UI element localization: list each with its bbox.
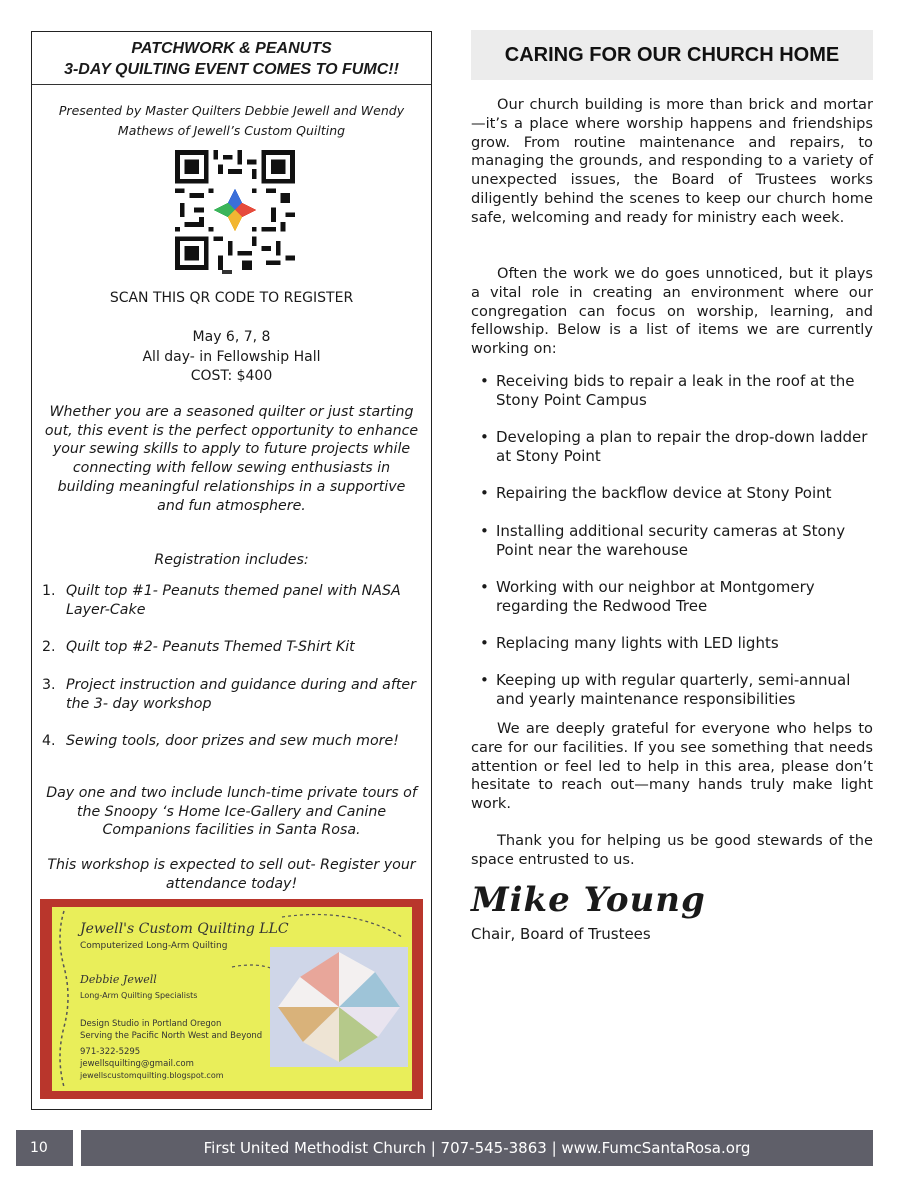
intro-paragraph: Our church building is more than brick and mortar—it’s a place where worship happens and friendships grow. From routine maintenance and repairs, to managing the grounds, and responding to a variety of unexpected issues, the Board of Trustees works diligently behind the scenes to keep our church home safe, welcoming and ready for ministry each week. xyxy=(471,96,873,226)
section-heading: CARING FOR OUR CHURCH HOME xyxy=(471,30,873,80)
work-paragraph: Often the work we do goes unnoticed, but it plays a vital role in creating an environment where our congregation can focus on worship, learning, and fellowship. Below is a list of items we are currently working on: xyxy=(471,265,873,358)
list-item: • Repairing the backflow device at Stony Point xyxy=(480,484,832,502)
presenters-text: Presented by Master Quilters Debbie Jewell and Wendy Mathews of Jewell’s Custom Quilting xyxy=(58,103,405,138)
event-location: All day- in Fellowship Hall xyxy=(142,348,321,365)
gratitude-paragraph: We are deeply grateful for everyone who helps to care for our facilities. If you see something that needs attention or feel led to help in this area, please don’t hesitate to reach out—many hands truly make light work. xyxy=(471,720,873,813)
list-item: • Installing additional security cameras at Stony Point near the warehouse xyxy=(480,522,846,559)
list-item: • Developing a plan to repair the drop-down ladder at Stony Point xyxy=(480,428,868,465)
event-description: Whether you are a seasoned quilter or just starting out, this event is the perfect opportunity to enhance your sewing skills to apply to future projects while connecting with fellow sewing enthusiasts in building meaningful relationships in a supportive and fun atmosphere. xyxy=(44,404,419,514)
event-cost: COST: $400 xyxy=(190,368,273,384)
closing-paragraph: Thank you for helping us be good stewards of the space entrusted to us. xyxy=(471,832,873,868)
card-serving: Serving the Pacific North West and Beyond xyxy=(80,1031,263,1041)
footer-contact: First United Methodist Church | 707-545-3863 | www.FumcSantaRosa.org xyxy=(81,1130,873,1166)
event-flyer-box xyxy=(31,31,432,1110)
card-blog: jewellscustomquilting.blogspot.com xyxy=(80,1071,224,1080)
list-item: • Working with our neighbor at Montgomery regarding the Redwood Tree xyxy=(480,578,815,615)
event-details xyxy=(32,328,431,387)
signature: Mike Young xyxy=(471,880,706,920)
event-title: PATCHWORK & PEANUTS 3-DAY QUILTING EVENT COMES TO FUMC!! xyxy=(64,40,399,78)
list-item: • Keeping up with regular quarterly, semi-annual and yearly maintenance responsibilities xyxy=(480,671,851,708)
event-dates: May 6, 7, 8 xyxy=(192,329,271,345)
card-tagline: Computerized Long-Arm Quilting xyxy=(80,941,228,951)
registration-item: 3. Project instruction and guidance during and after the 3- day workshop xyxy=(42,677,416,712)
title-divider xyxy=(32,84,431,85)
signature-title: Chair, Board of Trustees xyxy=(471,925,651,943)
registration-item: 2. Quilt top #2- Peanuts Themed T-Shirt Kit xyxy=(42,639,355,655)
qr-caption-mark xyxy=(222,270,232,274)
quilt-block-icon xyxy=(270,947,408,1067)
page-number: 10 xyxy=(16,1130,73,1166)
sellout-note: This workshop is expected to sell out- Register your attendance today! xyxy=(47,857,416,892)
scan-instruction: SCAN THIS QR CODE TO REGISTER xyxy=(109,290,354,306)
list-item: • Replacing many lights with LED lights xyxy=(480,634,779,652)
card-role: Long-Arm Quilting Specialists xyxy=(80,991,198,1000)
registration-qr-code[interactable] xyxy=(175,150,295,270)
tour-note: Day one and two include lunch-time private tours of the Snoopy ‘s Home Ice-Gallery and Canine Companions facilities in Santa Rosa. xyxy=(46,785,417,839)
registration-item: 4. Sewing tools, door prizes and sew much more! xyxy=(42,733,399,749)
registration-item: 1. Quilt top #1- Peanuts themed panel with NASA Layer-Cake xyxy=(42,583,401,618)
business-card-image xyxy=(40,899,423,1099)
card-studio: Design Studio in Portland Oregon xyxy=(80,1019,222,1029)
card-name: Debbie Jewell xyxy=(80,973,157,986)
card-email: jewellsquilting@gmail.com xyxy=(80,1059,194,1069)
list-item: • Receiving bids to repair a leak in the roof at the Stony Point Campus xyxy=(480,372,855,409)
registration-heading: Registration includes: xyxy=(154,552,309,568)
card-phone: 971-322-5295 xyxy=(80,1047,141,1057)
card-company: Jewell's Custom Quilting LLC xyxy=(80,921,289,937)
